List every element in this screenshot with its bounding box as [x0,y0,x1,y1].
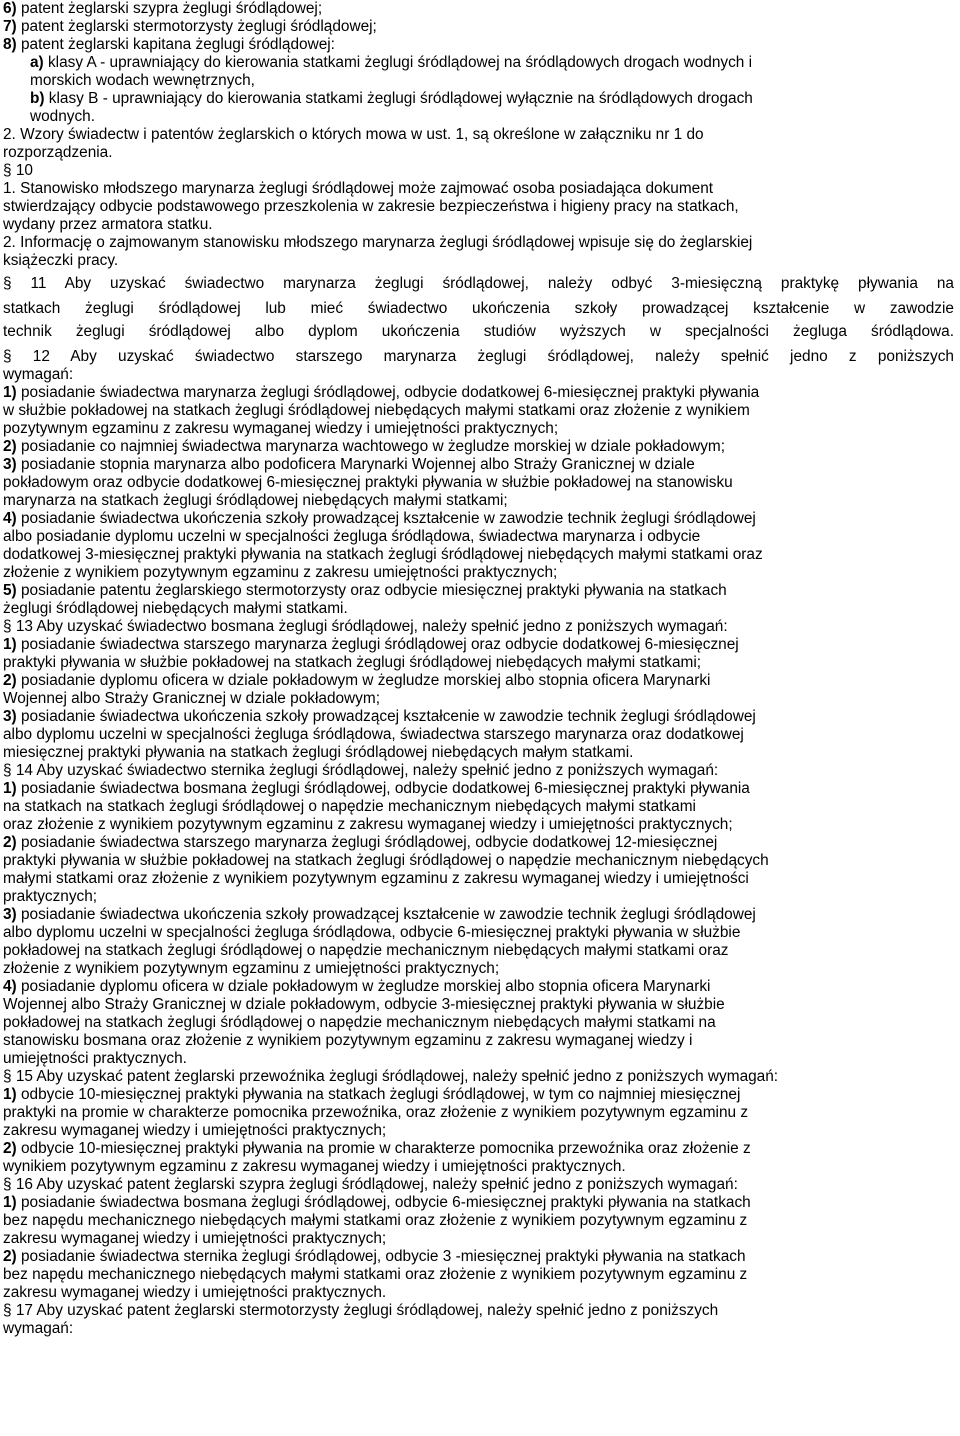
text-line [3,546,763,563]
line-text: posiadanie świadectwa sternika żeglugi śródlądowej, odbycie 3 -miesięcznej praktyki pływania na statkach [16,1248,746,1265]
line-text: złożenie z wynikiem pozytywnym egzaminu z umiejętności praktycznych; [3,960,500,977]
line-text: patent żeglarski kapitana żeglugi śródlądowej: [16,36,335,53]
line-text: złożenie z wynikiem pozytywnym egzaminu z zakresu umiejętności praktycznych; [3,564,558,581]
text-line [3,252,118,269]
text-line [3,834,717,851]
text-line [30,108,95,125]
line-text: posiadanie dyplomu oficera w dziale pokładowym w żegludze morskiej albo stopnia oficera Marynarki [16,672,711,689]
line-text: morskich wodach wewnętrznych, [30,72,255,89]
line-text: § 11 Aby uzyskać świadectwo marynarza żeglugi śródlądowej, należy odbyć 3-miesięczną praktykę pływania na [3,275,954,292]
line-text: posiadanie świadectwa ukończenia szkoły prowadzącej kształcenie w zawodzie technik żeglugi śródlądowej [16,708,756,725]
text-line [3,564,557,581]
item-number: 4) [3,978,17,995]
line-text: pokładowej na statkach żeglugi śródlądowej o napędzie mechanicznym niebędących małymi statkami na [3,1014,716,1031]
line-text: małymi statkami oraz złożenie z wynikiem pozytywnym egzaminu z zakresu wymaganej wiedzy i umiejętności [3,870,749,887]
line-text: 1. Stanowisko młodszego marynarza żeglugi śródlądowej może zajmować osoba posiadająca dokument [3,180,714,197]
text-line [3,1122,386,1139]
text-line [3,1194,751,1211]
text-line [3,275,954,292]
item-number: 3) [3,906,17,923]
text-line [3,762,718,779]
text-line [3,1320,73,1337]
line-text: patent żeglarski stermotorzysty żeglugi śródlądowej; [16,18,377,35]
text-line [3,18,377,35]
line-text: praktyki na promie w charakterze pomocnika przewoźnika, oraz złożenie z wynikiem pozytywnym egzaminu z [3,1104,749,1121]
item-number: a) [30,54,44,71]
text-line [3,798,696,815]
line-text: umiejętności praktycznych. [3,1050,187,1067]
text-line [30,54,752,71]
text-line [3,300,954,317]
text-line [3,1032,692,1049]
item-number: 1) [3,780,17,797]
line-text: pokładowym oraz odbycie dodatkowej 6-miesięcznej praktyki pływania w służbie pokładowej na stanowisku [3,474,733,491]
item-number: 1) [3,1194,17,1211]
text-line [3,996,725,1013]
text-line [3,924,740,941]
line-text: technik żeglugi śródlądowej albo dyplom ukończenia studiów wyższych w specjalności żegluga śródlądowa. [3,323,954,340]
text-line [3,438,725,455]
line-text: posiadanie świadectwa marynarza żeglugi śródlądowej, odbycie dodatkowej 6-miesięcznej praktyki pływania [16,384,760,401]
line-text: statkach żeglugi śródlądowej lub mieć świadectwo ukończenia szkoły prowadzącej kształcenie w zawodzie [3,300,954,317]
item-number: 1) [3,636,17,653]
line-text: § 17 Aby uzyskać patent żeglarski stermotorzysty żeglugi śródlądowej, należy spełnić jedno z poniższych [3,1302,719,1319]
item-number: 5) [3,582,17,599]
line-text: zakresu wymaganej wiedzy i umiejętności praktycznych. [3,1284,387,1301]
text-line [3,1014,716,1031]
line-text: § 12 Aby uzyskać świadectwo starszego marynarza żeglugi śródlądowej, należy spełnić jedno z poniższych [3,348,954,365]
line-text: Wojennej albo Straży Granicznej w dziale pokładowym; [3,690,380,707]
line-text: albo posiadanie dyplomu uczelni w specjalności żegluga śródlądowa, świadectwa marynarza i odbycie [3,528,701,545]
text-line [3,690,380,707]
text-line [3,420,558,437]
text-line [3,216,213,233]
line-text: § 13 Aby uzyskać świadectwo bosmana żeglugi śródlądowej, należy spełnić jedno z poniższych wymagań: [3,618,728,635]
line-text: w służbie pokładowej na statkach żeglugi śródlądowej niebędących małymi statkami oraz złożenie z wynikiem [3,402,750,419]
line-text: marynarza na statkach żeglugi śródlądowej niebędących małymi statkami; [3,492,508,509]
line-text: albo dyplomu uczelni w specjalności żegluga śródlądowa, odbycie 6-miesięcznej praktyki pływania w służbie [3,924,741,941]
text-line [3,348,954,365]
item-number: 2) [3,672,17,689]
line-text: 2. Informację o zajmowanym stanowisku młodszego marynarza żeglugi śródlądowej wpisuje się do żeglarskiej [3,234,753,251]
line-text: książeczki pracy. [3,252,119,269]
text-line [3,888,97,905]
text-line [3,162,33,179]
item-number: 4) [3,510,17,527]
line-text: wodnych. [30,108,96,125]
text-line [3,600,348,617]
text-line [3,402,750,419]
line-text: § 16 Aby uzyskać patent żeglarski szypra żeglugi śródlądowej, należy spełnić jedno z poniższych wymagań: [3,1176,738,1193]
text-line [3,1140,751,1157]
text-line [3,1104,748,1121]
line-text: § 14 Aby uzyskać świadectwo sternika żeglugi śródlądowej, należy spełnić jedno z poniższych wymagań: [3,762,719,779]
text-line [3,636,739,653]
line-text: na statkach na statkach żeglugi śródlądowej o napędzie mechanicznym niebędących małymi statkami [3,798,696,815]
line-text: posiadanie patentu żeglarskiego stermotorzysty oraz odbycie miesięcznej praktyki pływania na statkach [16,582,727,599]
text-line [3,180,713,197]
line-text: patent żeglarski szypra żeglugi śródlądowej; [16,0,323,17]
line-text: praktyki pływania w służbie pokładowej na statkach żeglugi śródlądowej niebędących małymi statkami; [3,654,702,671]
line-text: praktycznych; [3,888,98,905]
item-number: 3) [3,456,17,473]
text-line [3,1284,386,1301]
line-text: posiadanie świadectwa ukończenia szkoły prowadzącej kształcenie w zawodzie technik żeglugi śródlądowej [16,906,756,923]
text-line [3,870,749,887]
text-line [3,198,739,215]
text-line [3,582,727,599]
line-text: pokładowej na statkach żeglugi śródlądowej o napędzie mechanicznym niebędących małymi statkami oraz [3,942,729,959]
line-text: posiadanie świadectwa ukończenia szkoły prowadzącej kształcenie w zawodzie technik żeglugi śródlądowej [16,510,756,527]
text-line [3,672,710,689]
text-line [3,1176,738,1193]
line-text: posiadanie świadectwa bosmana żeglugi śródlądowej, odbycie 6-miesięcznej praktyki pływania na statkach [16,1194,751,1211]
text-line [3,492,508,509]
line-text: dodatkowej 3-miesięcznej praktyki pływania na statkach żeglugi śródlądowej niebędących małymi statkami oraz [3,546,763,563]
text-line [3,654,701,671]
line-text: klasy A - uprawniający do kierowania statkami żeglugi śródlądowej na śródlądowych drogach wodnych i [43,54,753,71]
text-line [30,90,753,107]
line-text: bez napędu mechanicznego niebędących małymi statkami oraz złożenie z wynikiem pozytywnym egzaminu z [3,1266,748,1283]
text-line [30,72,255,89]
line-text: posiadanie dyplomu oficera w dziale pokładowym w żegludze morskiej albo stopnia oficera Marynarki [16,978,711,995]
line-text: stanowisku bosmana oraz złożenie z wynikiem pozytywnym egzaminu z zakresu wymaganej wiedzy i [3,1032,693,1049]
line-text: 2. Wzory świadectw i patentów żeglarskich o których mowa w ust. 1, są określone w załączniku nr 1 do [3,126,704,143]
text-line [3,0,322,17]
text-line [3,456,695,473]
line-text: § 10 [3,162,33,179]
item-number: 2) [3,834,17,851]
text-line [3,744,633,761]
item-number: 2) [3,1140,17,1157]
text-line [3,384,759,401]
item-number: 8) [3,36,17,53]
text-line [3,708,756,725]
text-line [3,1050,187,1067]
line-text: posiadanie stopnia marynarza albo podoficera Marynarki Wojennej albo Straży Granicznej w dziale [16,456,695,473]
item-number: 3) [3,708,17,725]
line-text: posiadanie świadectwa starszego marynarza żeglugi śródlądowej oraz odbycie dodatkowej 6-miesięcznej [16,636,739,653]
line-text: stwierdzający odbycie podstawowego przeszkolenia w zakresie bezpieczeństwa i higieny pracy na statkach, [3,198,739,215]
text-line [3,780,750,797]
text-line [3,816,733,833]
line-text: odbycie 10-miesięcznej praktyki pływania na promie w charakterze pomocnika przewoźnika oraz złożenie z [16,1140,751,1157]
text-line [3,528,700,545]
line-text: Wojennej albo Straży Granicznej w dziale pokładowym, odbycie 3-miesięcznej praktyki pływania w służbie [3,996,725,1013]
item-number: 2) [3,438,17,455]
text-line [3,234,752,251]
text-line [3,1266,747,1283]
text-line [3,323,954,340]
line-text: wymagań: [3,1320,74,1337]
item-number: 2) [3,1248,17,1265]
item-number: 1) [3,384,17,401]
text-line [3,618,728,635]
line-text: wydany przez armatora statku. [3,216,213,233]
item-number: b) [30,90,45,107]
text-line [3,906,756,923]
line-text: klasy B - uprawniający do kierowania statkami żeglugi śródlądowej wyłącznie na śródlądowych drogach [44,90,753,107]
line-text: wynikiem pozytywnym egzaminu z zakresu wymaganej wiedzy i umiejętności praktycznych. [3,1158,626,1175]
line-text: § 15 Aby uzyskać patent żeglarski przewoźnika żeglugi śródlądowej, należy spełnić jedno z poniższych wymagań: [3,1068,779,1085]
text-line [3,1230,386,1247]
text-line [3,510,756,527]
text-line [3,1086,740,1103]
line-text: praktyki pływania w służbie pokładowej na statkach żeglugi śródlądowej o napędzie mechanicznym niebędących [3,852,769,869]
text-line [3,1212,747,1229]
line-text: albo dyplomu uczelni w specjalności żegluga śródlądowa, świadectwa starszego marynarza oraz dodatkowej [3,726,744,743]
item-number: 1) [3,1086,17,1103]
line-text: zakresu wymaganej wiedzy i umiejętności praktycznych; [3,1122,387,1139]
line-text: bez napędu mechanicznego niebędących małymi statkami oraz złożenie z wynikiem pozytywnym egzaminu z [3,1212,748,1229]
item-number: 7) [3,18,17,35]
text-line [3,960,499,977]
text-line [3,726,744,743]
line-text: rozporządzenia. [3,144,113,161]
line-text: posiadanie świadectwa starszego marynarza żeglugi śródlądowej, odbycie dodatkowej 12-miesięcznej [16,834,718,851]
text-line [3,474,733,491]
line-text: odbycie 10-miesięcznej praktyki pływania na statkach żeglugi śródlądowej, w tym co najmniej miesięcznej [16,1086,741,1103]
line-text: pozytywnym egzaminu z zakresu wymaganej wiedzy i umiejętności praktycznych; [3,420,559,437]
text-line [3,126,704,143]
line-text: oraz złożenie z wynikiem pozytywnym egzaminu z zakresu wymaganej wiedzy i umiejętności praktycznych; [3,816,733,833]
line-text: miesięcznej praktyki pływania na statkach żeglugi śródlądowej niebędących małym statkami. [3,744,634,761]
line-text: posiadanie co najmniej świadectwa marynarza wachtowego w żegludze morskiej w dziale pokładowym; [16,438,725,455]
text-line [3,1158,626,1175]
text-line [3,1248,746,1265]
text-line [3,942,728,959]
line-text: wymagań: [3,366,74,383]
text-line [3,1068,778,1085]
text-line [3,1302,718,1319]
text-line [3,36,335,53]
line-text: zakresu wymaganej wiedzy i umiejętności praktycznych; [3,1230,387,1247]
text-line [3,852,769,869]
line-text: żeglugi śródlądowej niebędących małymi statkami. [3,600,348,617]
item-number: 6) [3,0,17,17]
line-text: posiadanie świadectwa bosmana żeglugi śródlądowej, odbycie dodatkowej 6-miesięcznej praktyki pływania [16,780,750,797]
text-line [3,978,710,995]
text-line [3,144,113,161]
text-line [3,366,73,383]
